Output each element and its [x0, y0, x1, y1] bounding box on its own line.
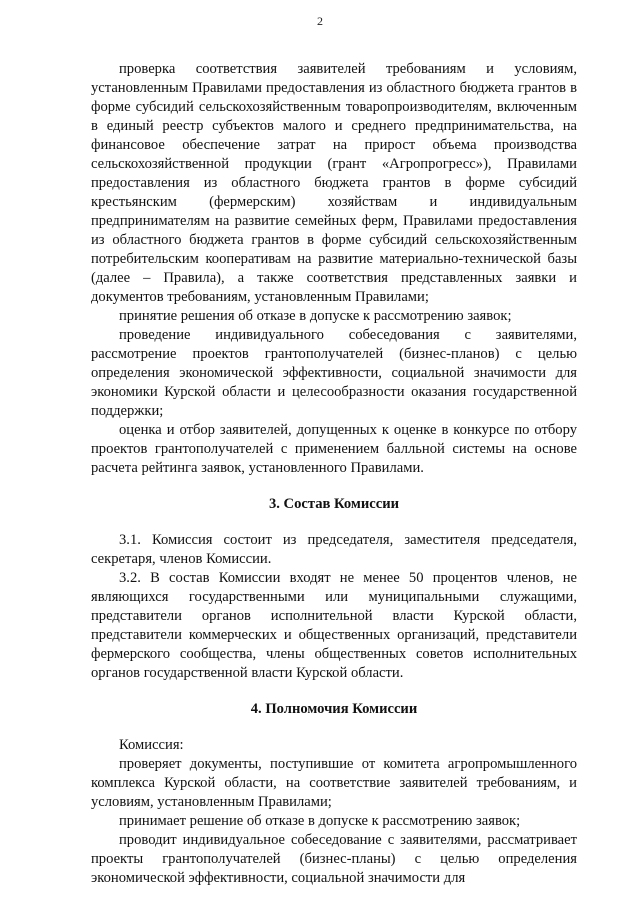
- paragraph-checks-documents: проверяет документы, поступившие от комитета агропромышленного комплекса Курской области, на соответствие заявителей требованиям, и условиям, установленным Правилами;: [91, 756, 577, 810]
- section-heading-powers: 4. Полномочия Комиссии: [250, 701, 418, 717]
- section-heading-composition: 3. Состав Комиссии: [268, 496, 400, 512]
- document-body: [91, 60, 577, 888]
- paragraph-refusal-decision: принятие решения об отказе в допуске к рассмотрению заявок;: [119, 308, 512, 324]
- paragraph-3-2: 3.2. В состав Комиссии входят не менее 50 процентов членов, не являющихся государственными или муниципальными служащими, представители органов исполнительной власти Курской области, представители коммерческих и общественных организаций, представители фермерского сообщества, члены общественных советов исполнительных органов государственной власти Курской области.: [91, 570, 577, 681]
- paragraph-assessment: оценка и отбор заявителей, допущенных к оценке в конкурсе по отбору проектов грантополучателей с применением балльной системы на основе расчета рейтинга заявок, установленного Правилами.: [91, 422, 577, 476]
- paragraph-check-compliance: проверка соответствия заявителей требованиям и условиям, установленным Правилами предоставления из областного бюджета грантов в форме субсидий сельскохозяйственным товаропроизводителям, включенным в единый реестр субъектов малого и среднего предпринимательства, на финансовое обеспечение затрат на прирост объема производства сельскохозяйственной продукции (грант «Агропрогресс»), Правилами предоставления из областного бюджета грантов в форме субсидий крестьянским (фермерским) хозяйствам и индивидуальным предпринимателям на развитие семейных ферм, Правилами предоставления из областного бюджета грантов в форме субсидий сельскохозяйственным потребительским кооперативам на развитие материально-технической базы (далее – Правила), а также соответствия представленных заявки и документов требованиям, установленным Правилами;: [91, 61, 577, 305]
- paragraph-interview: проведение индивидуального собеседования с заявителями, рассмотрение проектов грантополучателей (бизнес-планов) с целью определения экономической эффективности, социальной значимости для экономики Курской области и целесообразности оказания государственной поддержки;: [91, 327, 577, 419]
- paragraph-makes-refusal: принимает решение об отказе в допуске к рассмотрению заявок;: [119, 813, 521, 829]
- paragraph-3-1: 3.1. Комиссия состоит из председателя, заместителя председателя, секретаря, членов Комиссии.: [91, 532, 577, 567]
- page-number: 2: [317, 14, 323, 28]
- paragraph-commission-intro: Комиссия:: [119, 737, 184, 753]
- paragraph-conducts-interview: проводит индивидуальное собеседование с заявителями, рассматривает проекты грантополучателей (бизнес-планы) с целью определения экономической эффективности, социальной значимости для: [91, 832, 577, 886]
